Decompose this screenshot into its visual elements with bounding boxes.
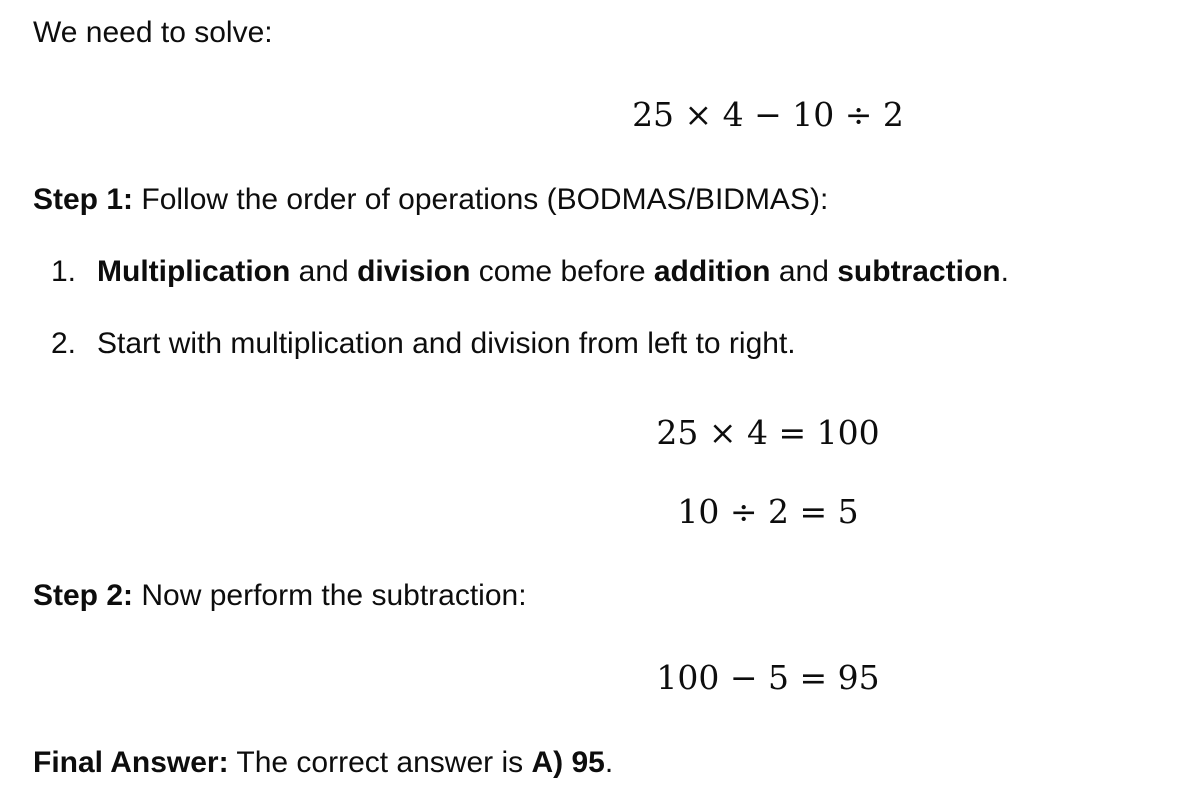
list-item-1-text-c: and <box>770 255 838 288</box>
multiplication-equation: 25 × 4 = 100 <box>656 413 880 452</box>
step-1 <box>33 180 828 220</box>
intro-text: We need to solve: <box>33 16 273 49</box>
list-item-1-text-a: and <box>290 255 358 288</box>
main-expression: 25 × 4 − 10 ÷ 2 <box>632 95 904 134</box>
answer-choice: A) 95 <box>531 746 605 779</box>
step-2-label: Step 2: <box>33 579 134 612</box>
final-answer <box>33 743 613 783</box>
multiplication-bold: Multiplication <box>97 255 291 288</box>
list-item-1-text-b: come before <box>470 255 654 288</box>
division-equation: 10 ÷ 2 = 5 <box>677 492 859 531</box>
final-answer-label: Final Answer: <box>33 746 229 779</box>
list-item-1-text-d: . <box>1000 255 1009 288</box>
list-item-2-number: 2. <box>50 327 76 360</box>
list-item-1-number: 1. <box>50 255 76 288</box>
subtraction-equation: 100 − 5 = 95 <box>656 658 880 697</box>
division-bold: division <box>357 255 471 288</box>
final-answer-text: The correct answer is <box>228 746 532 779</box>
step-1-text: Follow the order of operations (BODMAS/BIDMAS): <box>133 183 829 216</box>
step-2-text: Now perform the subtraction: <box>133 579 527 612</box>
addition-bold: addition <box>653 255 771 288</box>
final-answer-period: . <box>604 746 614 779</box>
subtraction-bold: subtraction <box>837 255 1001 288</box>
list-item-2-text: Start with multiplication and division from left to right. <box>97 327 796 360</box>
step-2 <box>33 576 527 616</box>
step-1-label: Step 1: <box>33 183 134 216</box>
